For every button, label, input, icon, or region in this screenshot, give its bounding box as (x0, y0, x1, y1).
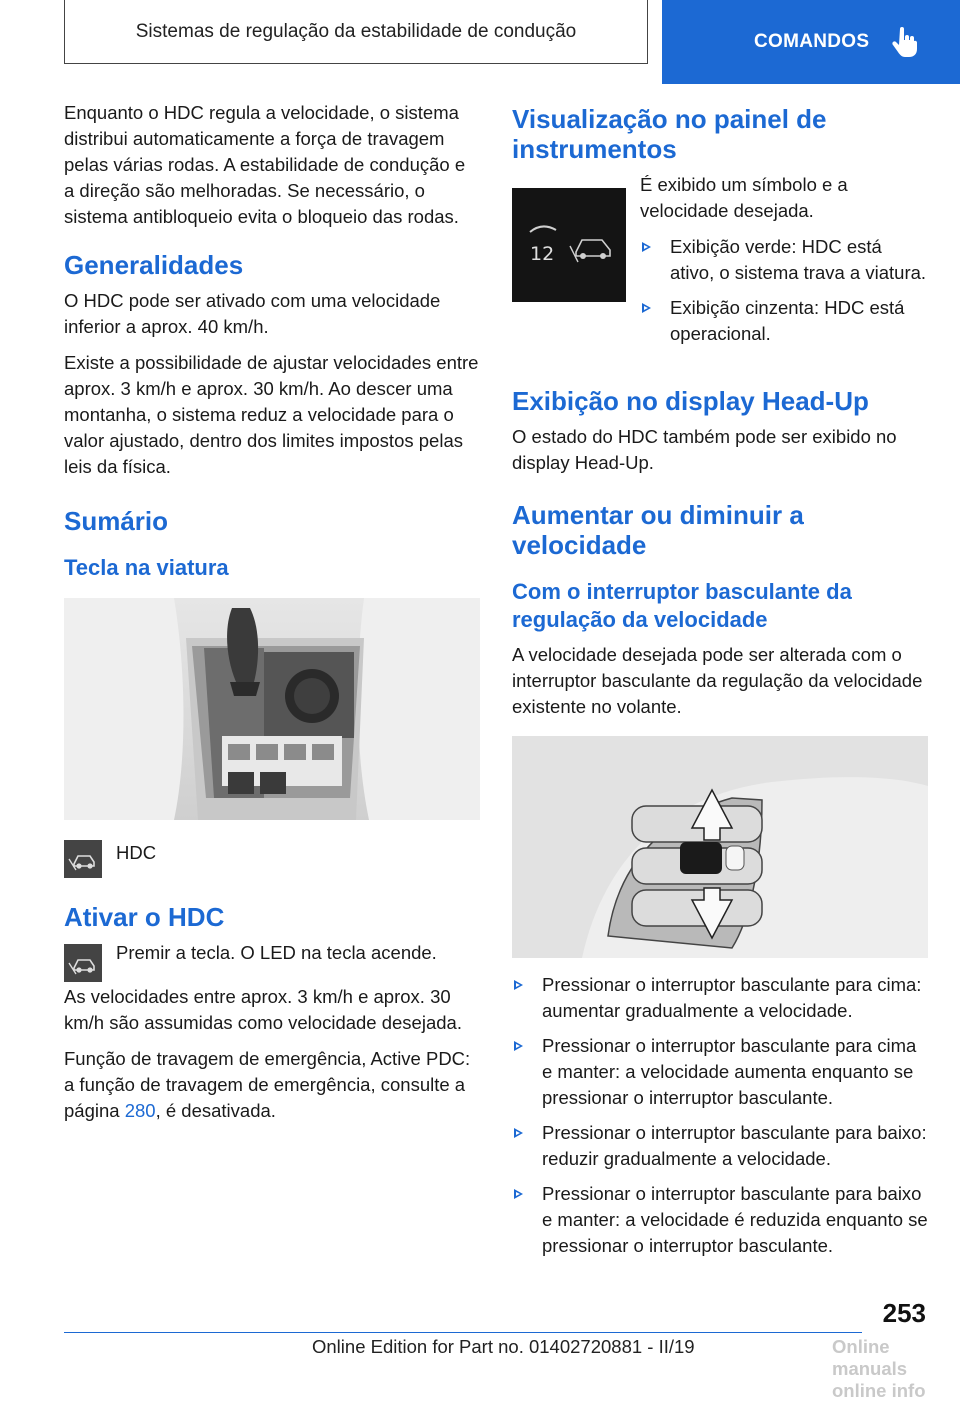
list-item: Pressionar o interruptor basculante para baixo e manter: a velocidade é reduzida enquanto se pressionar o interruptor basculante. (512, 1181, 928, 1259)
list-item: Exibição verde: HDC está ativo, o sistema trava a viatura. (640, 234, 928, 286)
interruptor-list (512, 972, 928, 1259)
footer-divider (64, 1332, 862, 1333)
chapter-tab-label: COMANDOS (754, 31, 870, 52)
list-item: Pressionar o interruptor basculante para cima: aumentar gradualmente a velocidade. (512, 972, 928, 1024)
center-console-photo (64, 598, 480, 820)
gen-paragraph-2: Existe a possibilidade de ajustar velocidades entre aprox. 3 km/h e aprox. 30 km/h. Ao descer uma montanha, o sistema reduz a velocidade para o valor ajustado, dentro dos limites impostos pelas leis da física. (64, 352, 479, 477)
heading-headup: Exibição no display Head-Up (512, 386, 869, 416)
list-item: Exibição cinzenta: HDC está operacional. (640, 295, 928, 347)
site-watermark: Online manuals online info (832, 1336, 926, 1401)
hdc-label: HDC (116, 842, 157, 863)
gen-paragraph-1: O HDC pode ser ativado com uma velocidade inferior a aprox. 40 km/h. (64, 290, 441, 337)
ativar-paragraph-2: As velocidades entre aprox. 3 km/h e aprox. 30 km/h são assumidas como velocidade desejada. (64, 986, 462, 1033)
hdc-legend (64, 840, 480, 878)
edition-text: Online Edition for Part no. 01402720881 - II/19 (312, 1336, 695, 1357)
page-link-280[interactable]: 280 (124, 1100, 156, 1121)
chapter-tab[interactable] (662, 0, 960, 84)
list-item: Pressionar o interruptor basculante para cima e manter: a velocidade aumenta enquanto se pressionar o interruptor basculante. (512, 1033, 928, 1111)
section-title: Sistemas de regulação da estabilidade de condução (135, 20, 577, 42)
page-number: 253 (882, 1298, 926, 1328)
ativar-p3-text: Função de travagem de emergência, Active PDC: a função de travagem de emergência, consulte a página (64, 1048, 471, 1121)
hdc-button-icon (64, 944, 102, 982)
vis-list (640, 234, 928, 347)
heading-sumario: Sumário (64, 506, 169, 536)
ativar-paragraph-1: Premir a tecla. O LED na tecla acende. (116, 942, 437, 963)
intro-paragraph: Enquanto o HDC regula a velocidade, o sistema distribui automaticamente a força de travagem pelas várias rodas. A estabilidade de condução e a direção são melhoradas. Se necessário, o sistema antibloqueio evita o bloqueio das rodas. (64, 102, 466, 227)
ativar-p3-tail: , é desativada. (155, 1100, 276, 1121)
list-item: Pressionar o interruptor basculante para baixo: reduzir gradualmente a velocidade. (512, 1120, 928, 1172)
steering-wheel-switch-photo (512, 736, 928, 958)
heading-tecla: Tecla na viatura (64, 555, 229, 580)
hdc-button-icon (64, 840, 102, 878)
heading-interruptor: Com o interruptor basculante da regulação da velocidade (512, 579, 852, 632)
running-header (64, 0, 648, 64)
instrument-cluster-image (512, 188, 626, 302)
cluster-block (512, 172, 928, 356)
pointing-hand-icon (891, 27, 917, 57)
vis-paragraph: É exibido um símbolo e a velocidade desejada. (640, 174, 848, 221)
ativar-step (64, 940, 480, 982)
headup-paragraph: O estado do HDC também pode ser exibido no display Head-Up. (512, 426, 897, 473)
right-column (512, 100, 928, 1268)
heading-aumentar: Aumentar ou diminuir a velocidade (512, 500, 804, 560)
ativar-paragraph-3 (64, 1046, 480, 1124)
interruptor-paragraph: A velocidade desejada pode ser alterada com o interruptor basculante da regulação da velocidade existente no volante. (512, 644, 923, 717)
cluster-speed: 12 (530, 243, 555, 265)
left-column (64, 100, 480, 1134)
heading-ativar: Ativar o HDC (64, 902, 225, 932)
heading-visualizacao: Visualização no painel de instrumentos (512, 104, 827, 164)
heading-generalidades: Generalidades (64, 250, 244, 280)
